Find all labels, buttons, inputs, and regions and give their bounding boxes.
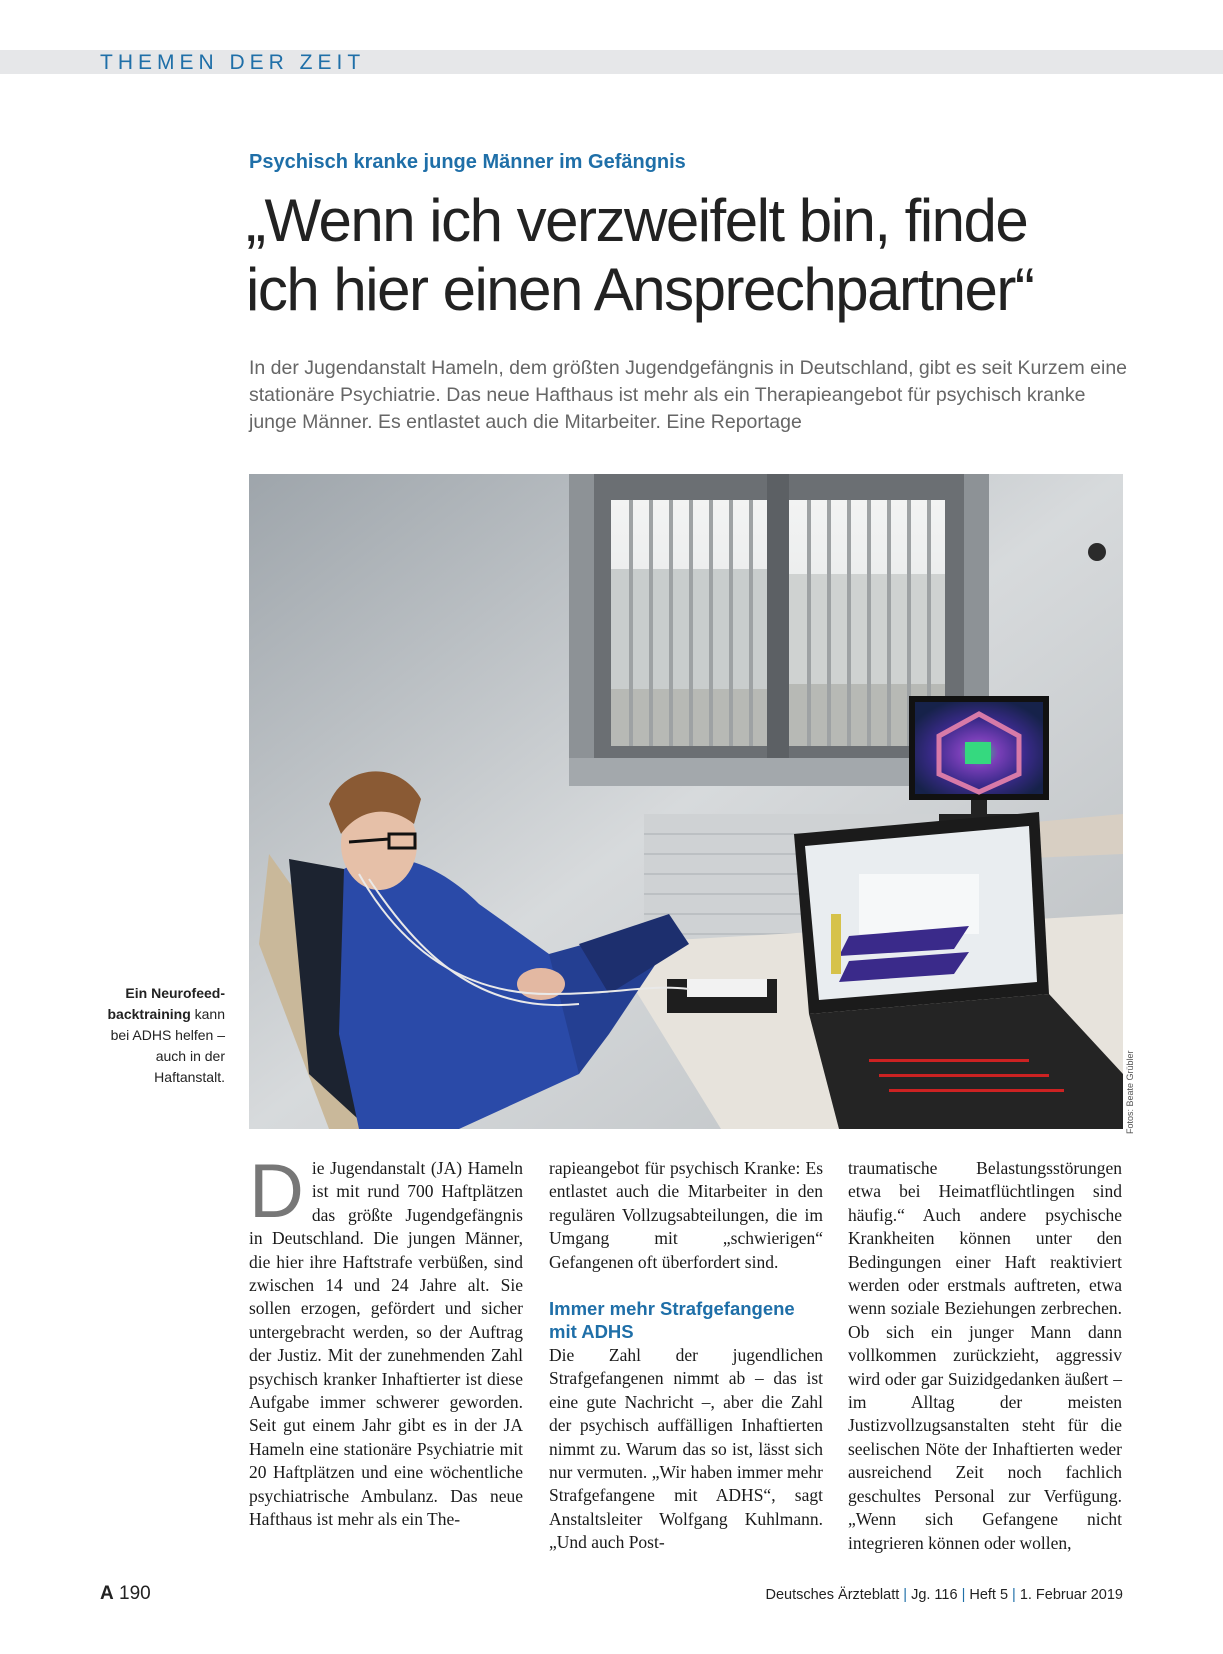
body-paragraph-2: rapieangebot für psychisch Kranke: Es entlastet auch die Mitarbeiter in den regulären Vollzugsabteilungen, die im Umgang mit „schwierigen“ Gefangenen oft überfordert sind. [549, 1158, 823, 1272]
body-paragraph-4: traumatische Belastungsstörungen etwa bei Heimatflüchtlingen sind häufig.“ Auch andere psychische Krankheiten können unter den Bedingungen einer Haft reaktiviert werden oder erstmals auftreten, etwa wenn soziale Beziehungen zerbrechen. Ob sich ein junger Mann dann vollkommen zurückzieht, aggressiv wird oder gar Suizidgedanken äußert – im Alltag der meisten Justizvollzugsanstalten steht für die seelischen Nöte der Inhaftierten weder ausreichend Zeit noch fachlich geschultes Personal zur Verfügung. „Wenn sich Gefangene nicht integrieren können oder wollen, [848, 1158, 1122, 1553]
headline-line-1: „Wenn ich verzweifelt bin, finde [246, 187, 1028, 254]
caption-bold: Ein Neurofeedbacktraining [107, 985, 225, 1022]
page-folio [100, 1583, 151, 1605]
journal-volume: Jg. 116 [911, 1587, 958, 1603]
article-headline [246, 186, 1176, 324]
article-kicker: Psychisch kranke junge Männer im Gefängnis [249, 151, 686, 173]
page-number: 190 [119, 1583, 151, 1604]
headline-line-2: ich hier einen Ansprechpartner“ [246, 256, 1034, 323]
page-prefix: A [100, 1583, 114, 1604]
body-paragraph-1: ie Jugendanstalt (JA) Hameln ist mit rund 700 Haftplätzen das größte Jugendgefängnis in Deutschland. Die jungen Männer, die hier ihre Haftstrafe verbüßen, sind zwischen 14 und 24 Jahre alt. Sie sollen erzogen, gefördert und sicher untergebracht werden, so der Auftrag der Justiz. Mit der zunehmenden Zahl psychisch kranker Inhaftierter ist diese Aufgabe immer schwerer geworden. Seit gut einem Jahr gibt es in der JA Hameln eine stationäre Psychiatrie mit 20 Haftplätzen und eine wöchentliche psychiatrische Ambulanz. Das neue Hafthaus ist mehr als ein The- [249, 1158, 523, 1530]
section-label: THEMEN DER ZEIT [100, 51, 366, 74]
article-teaser: In der Jugendanstalt Hameln, dem größten Jugendgefängnis in Deutschland, gibt es seit Kurzem eine stationäre Psychiatrie. Das neue Hafthaus ist mehr als ein Therapieangebot für psychisch kranke junge Männer. Es entlastet auch die Mitarbeiter. Eine Reportage [249, 357, 1128, 433]
dropcap: D [249, 1149, 304, 1234]
journal-footer [765, 1587, 1123, 1603]
body-column-2 [549, 1157, 823, 1555]
photo-credit: Fotos: Beate Grübler [1125, 1050, 1135, 1134]
journal-name: Deutsches Ärzteblatt [765, 1587, 900, 1603]
journal-issue: Heft 5 [969, 1587, 1009, 1603]
article-photo [249, 474, 1123, 1129]
photo-caption [90, 983, 225, 1088]
body-column-1 [249, 1149, 523, 1532]
separator: | [903, 1587, 908, 1603]
separator: | [1012, 1587, 1016, 1603]
body-paragraph-3: Die Zahl der jugendlichen Strafgefangenen nimmt ab – das ist eine gute Nachricht –, aber die Zahl der psychisch auffälligen Inhaftierten nimmt zu. Warum das so ist, lässt sich nur vermuten. „Wir haben immer mehr Strafgefangene mit ADHS“, sagt Anstaltsleiter Wolfgang Kuhlmann. „Und auch Post- [549, 1345, 823, 1553]
section-subhead: Immer mehr Strafgefangene mit ADHS [549, 1298, 795, 1343]
journal-date: 1. Februar 2019 [1019, 1587, 1123, 1603]
body-column-3 [848, 1157, 1122, 1555]
separator: | [961, 1587, 966, 1603]
caption-text: kann bei ADHS helfen – auch in der Haftanstalt. [110, 1006, 225, 1085]
photo-neurofeedback-scene [249, 474, 1123, 1129]
